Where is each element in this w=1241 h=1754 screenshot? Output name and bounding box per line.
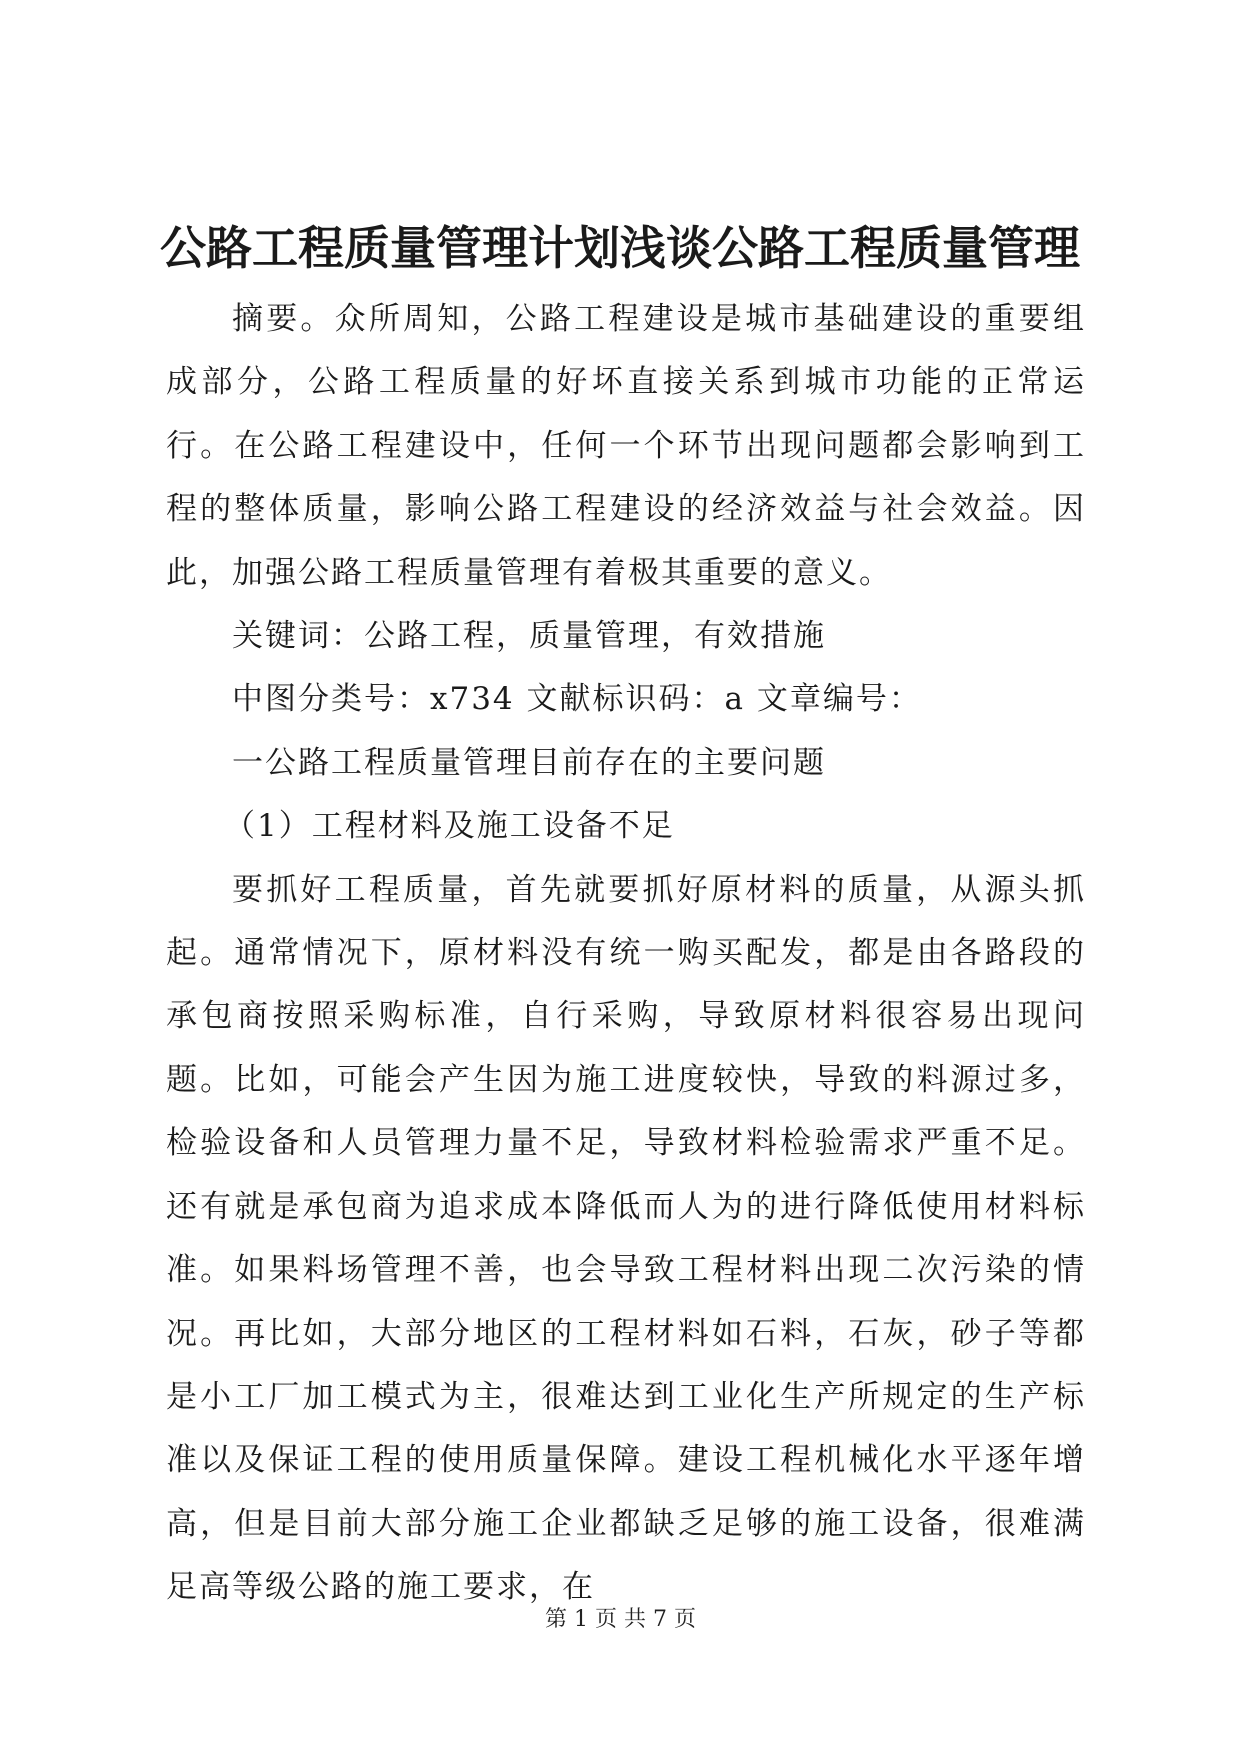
keywords-line: 关键词：公路工程，质量管理，有效措施 (232, 618, 826, 655)
section-heading: 一公路工程质量管理目前存在的主要问题 (232, 744, 826, 781)
classification-line: 中图分类号：x734 文献标识码：a 文章编号： (232, 681, 922, 718)
abstract-paragraph: 摘要。众所周知，公路工程建设是城市基础建设的重要组成部分，公路工程质量的好坏直接关系到城市功能的正常运行。在公路工程建设中，任何一个环节出现问题都会影响到工程的整体质量，影响公路工程建设的经济效益与社会效益。因此，加强公路工程质量管理有着极其重要的意义。 (166, 301, 1086, 591)
document-title: 公路工程质量管理计划浅谈公路工程质量管理 (160, 221, 1080, 275)
document-body (166, 288, 1086, 1620)
subsection-heading: （1）工程材料及施工设备不足 (224, 808, 675, 845)
body-paragraph: 要抓好工程质量，首先就要抓好原材料的质量，从源头抓起。通常情况下，原材料没有统一购买配发，都是由各路段的承包商按照采购标准，自行采购，导致原材料很容易出现问题。比如，可能会产生因为施工进度较快，导致的料源过多，检验设备和人员管理力量不足，导致材料检验需求严重不足。还有就是承包商为追求成本降低而人为的进行降低使用材料标准。如果料场管理不善，也会导致工程材料出现二次污染的情况。再比如，大部分地区的工程材料如石料，石灰，砂子等都是小工厂加工模式为主，很难达到工业化生产所规定的生产标准以及保证工程的使用质量保障。建设工程机械化水平逐年增高，但是目前大部分施工企业都缺乏足够的施工设备，很难满足高等级公路的施工要求，在 (166, 871, 1086, 1606)
page-footer: 第 1 页 共 7 页 (545, 1607, 696, 1632)
